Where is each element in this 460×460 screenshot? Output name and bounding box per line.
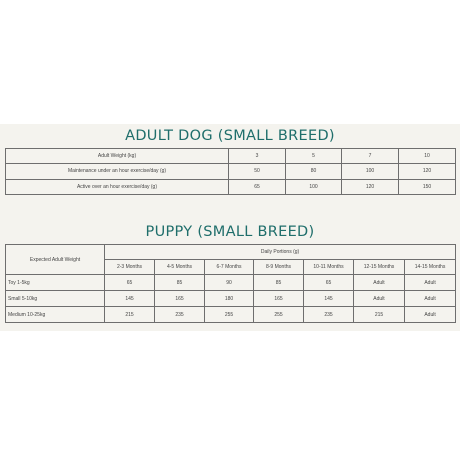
table-cell: 255 [205, 307, 254, 323]
table-cell: 90 [205, 275, 254, 291]
column-header: 10-11 Months [304, 260, 354, 275]
row-label: Active over an hour exercise/day (g) [6, 179, 229, 194]
table-cell: 50 [229, 164, 286, 179]
table-header-row [6, 245, 456, 260]
column-header: 14-15 Months [405, 260, 456, 275]
table-cell: Adult [354, 275, 405, 291]
table-cell: 100 [286, 179, 342, 194]
table-cell: 255 [254, 307, 304, 323]
table-cell: 85 [254, 275, 304, 291]
column-header: 8-9 Months [254, 260, 304, 275]
table-cell: 65 [105, 275, 155, 291]
table-row [6, 275, 456, 291]
adult-feeding-table [5, 148, 456, 195]
table-cell: 85 [155, 275, 205, 291]
table-cell: 5 [286, 149, 342, 164]
puppy-feeding-table [5, 244, 456, 323]
header-expected-weight: Expected Adult Weight [6, 245, 105, 275]
table-cell: 180 [205, 291, 254, 307]
table-cell: 215 [354, 307, 405, 323]
table-cell: 215 [105, 307, 155, 323]
table-cell: 120 [342, 179, 399, 194]
table-cell: 145 [105, 291, 155, 307]
table-cell: 65 [304, 275, 354, 291]
table-cell: 235 [155, 307, 205, 323]
row-label: Adult Weight (kg) [6, 149, 229, 164]
adult-section-title: ADULT DOG (SMALL BREED) [125, 128, 335, 144]
column-header: 2-3 Months [105, 260, 155, 275]
table-cell: 120 [399, 164, 456, 179]
table-row [6, 164, 456, 179]
table-cell: 100 [342, 164, 399, 179]
table-cell: 150 [399, 179, 456, 194]
puppy-section-title: PUPPY (SMALL BREED) [145, 224, 315, 240]
table-cell: 165 [254, 291, 304, 307]
table-row [6, 291, 456, 307]
table-cell: 80 [286, 164, 342, 179]
header-daily-portions: Daily Portions (g) [105, 245, 456, 260]
table-row [6, 307, 456, 323]
table-cell: Adult [354, 291, 405, 307]
table-cell: 7 [342, 149, 399, 164]
row-label: Maintenance under an hour exercise/day (g) [6, 164, 229, 179]
table-cell: 145 [304, 291, 354, 307]
table-cell: 235 [304, 307, 354, 323]
column-header: 12-15 Months [354, 260, 405, 275]
table-row [6, 179, 456, 194]
table-cell: Adult [405, 307, 456, 323]
table-cell: Adult [405, 275, 456, 291]
table-cell: 10 [399, 149, 456, 164]
column-header: 4-5 Months [155, 260, 205, 275]
row-label: Small 5-10kg [6, 291, 105, 307]
table-cell: 3 [229, 149, 286, 164]
row-label: Medium 10-25kg [6, 307, 105, 323]
column-header: 6-7 Months [205, 260, 254, 275]
row-label: Toy 1-5kg [6, 275, 105, 291]
table-cell: Adult [405, 291, 456, 307]
table-row [6, 149, 456, 164]
table-cell: 165 [155, 291, 205, 307]
table-cell: 65 [229, 179, 286, 194]
